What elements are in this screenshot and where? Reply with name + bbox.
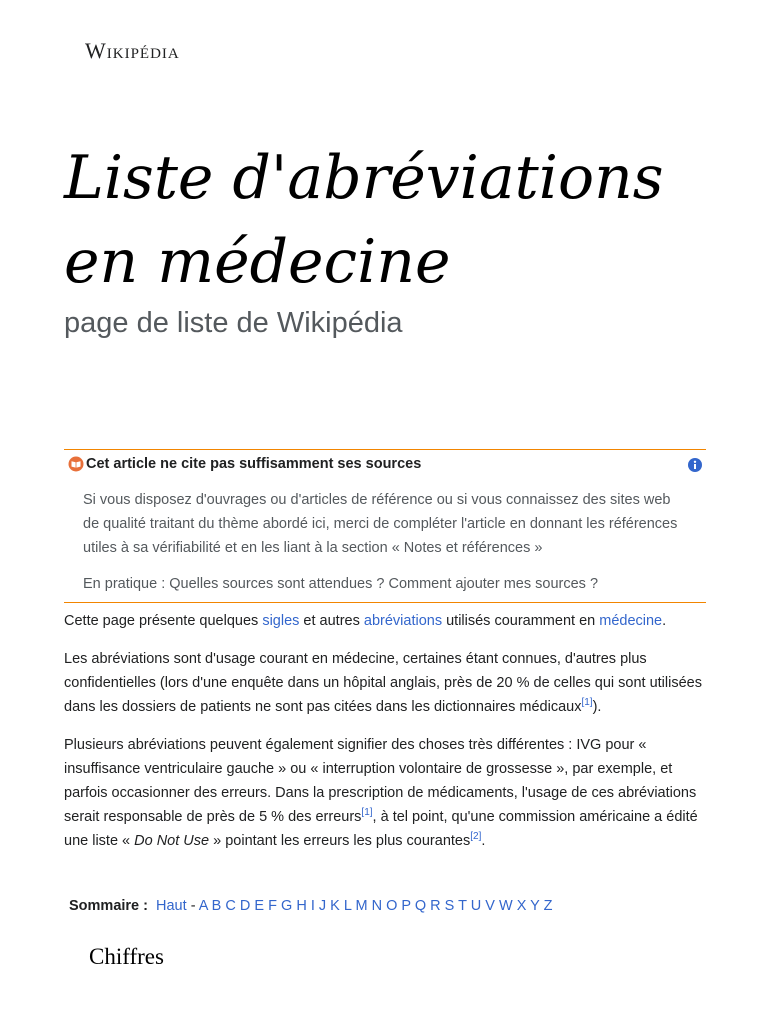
article-content — [64, 609, 704, 867]
page-title: Liste d'abréviations en médecine — [64, 143, 664, 297]
warning-header — [68, 456, 421, 472]
toc-link-q[interactable]: Q — [414, 898, 427, 914]
toc-link-r[interactable]: R — [430, 898, 441, 914]
text-run: et autres — [299, 613, 364, 629]
toc-label: Sommaire : — [69, 898, 148, 914]
toc-link-v[interactable]: V — [485, 898, 495, 914]
info-icon[interactable] — [688, 458, 702, 472]
toc-link-o[interactable]: O — [386, 898, 398, 914]
toc-link-p[interactable]: P — [401, 898, 411, 914]
toc-link-h[interactable]: H — [296, 898, 307, 914]
toc-link-g[interactable]: G — [281, 898, 293, 914]
text-run: Les abréviations sont d'usage courant en médecine, certaines étant connues, d'autres plus confidentielles (lors d'une enquête dans un hôpital anglais, près de 20 % de celles qui sont utilisées dans les dossiers de patients ne sont pas citées dans les dictionnaires médicaux — [64, 651, 702, 715]
usage-paragraph — [64, 647, 704, 719]
toc-link-haut[interactable]: Haut — [156, 898, 187, 914]
text-run: Cette page présente quelques — [64, 613, 263, 629]
toc-link-i[interactable]: I — [310, 898, 315, 914]
toc-link-b[interactable]: B — [211, 898, 222, 914]
reference-link-1[interactable]: [1] — [581, 697, 593, 709]
text-run: . — [481, 833, 486, 849]
reference-link-1[interactable]: [1] — [361, 807, 373, 819]
toc-link-w[interactable]: W — [498, 898, 513, 914]
toc-link-j[interactable]: J — [318, 898, 327, 914]
book-icon — [68, 456, 84, 472]
toc-link-t[interactable]: T — [458, 898, 467, 914]
toc-link-d[interactable]: D — [239, 898, 251, 914]
toc-link-s[interactable]: S — [444, 898, 455, 914]
toc-link-f[interactable]: F — [268, 898, 277, 914]
toc-link-z[interactable]: Z — [543, 898, 553, 914]
text-run: . — [662, 613, 667, 629]
reference-link-2[interactable]: [2] — [470, 831, 482, 843]
page-subtitle: page de liste de Wikipédia — [64, 307, 403, 339]
intro-paragraph — [64, 609, 704, 633]
link-abreviations[interactable]: abréviations — [363, 613, 443, 629]
link-medecine[interactable]: médecine — [599, 613, 663, 629]
toc-link-l[interactable]: L — [343, 898, 352, 914]
warning-footer: En pratique : Quelles sources sont attendues ? Comment ajouter mes sources ? — [83, 576, 599, 592]
toc-link-n[interactable]: N — [371, 898, 383, 914]
alphabetical-toc — [69, 895, 552, 917]
toc-link-e[interactable]: E — [254, 898, 265, 914]
warning-body — [83, 488, 683, 596]
toc-link-c[interactable]: C — [225, 898, 236, 914]
do-not-use-title: Do Not Use — [134, 833, 210, 849]
text-run: , à tel point, qu'une commission américaine a édité une liste « — [64, 809, 698, 849]
text-run: ). — [592, 699, 602, 715]
toc-link-x[interactable]: X — [516, 898, 527, 914]
text-run: utilisés couramment en — [442, 613, 600, 629]
ambiguity-paragraph — [64, 733, 704, 853]
toc-link-m[interactable]: M — [355, 898, 368, 914]
toc-link-a[interactable]: A — [198, 898, 208, 914]
warning-text: Si vous disposez d'ouvrages ou d'articles de référence ou si vous connaissez des sites web de qualité traitant du thème abordé ici, merci de compléter l'article en donnant les références utiles à sa vérifiabilité et en les liant à la section « Notes et références » — [83, 492, 678, 556]
toc-separator: - — [190, 898, 196, 914]
text-run: » pointant les erreurs les plus courantes — [209, 833, 471, 849]
toc-link-k[interactable]: K — [330, 898, 340, 914]
sources-warning-box — [64, 449, 706, 603]
text-run: Plusieurs abréviations peuvent également signifier des choses très différentes : IVG pour « insuffisance ventriculaire gauche » ou « interruption volontaire de grossesse », par exemple, et parfois occasionner des erreurs. Dans la prescription de médicaments, l'usage de ces abréviations serait responsable de près de 5 % des erreurs — [64, 737, 697, 825]
warning-title: Cet article ne cite pas suffisamment ses sources — [86, 456, 422, 472]
link-sigles[interactable]: sigles — [262, 613, 300, 629]
wikipedia-wordmark[interactable]: Wikipédia — [85, 38, 180, 63]
section-heading-chiffres: Chiffres — [89, 944, 164, 969]
toc-letters — [199, 898, 553, 914]
toc-link-u[interactable]: U — [470, 898, 482, 914]
toc-link-y[interactable]: Y — [530, 898, 540, 914]
